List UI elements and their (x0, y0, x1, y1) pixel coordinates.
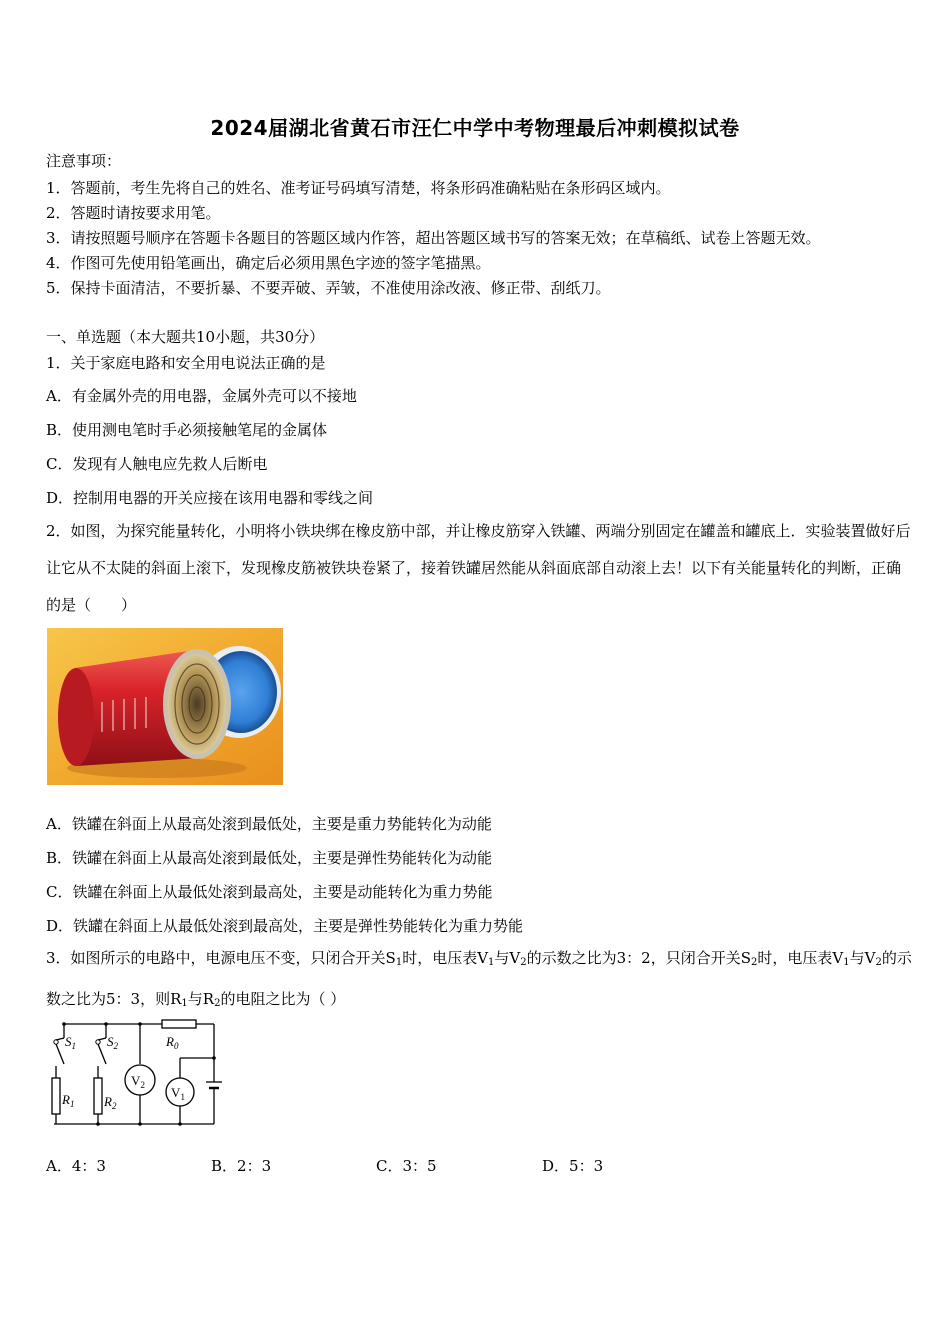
question-2-option-d: D．铁罐在斜面上从最低处滚到最高处，主要是弹性势能转化为重力势能 (46, 917, 524, 935)
circuit-diagram (44, 1018, 234, 1130)
question-2-option-b: B．铁罐在斜面上从最高处滚到最低处，主要是弹性势能转化为动能 (46, 849, 493, 867)
notes-item: 5．保持卡面清洁，不要折暴、不要弄破、弄皱，不准使用涂改液、修正带、刮纸刀。 (46, 279, 611, 297)
question-1-stem: 1．关于家庭电路和安全用电说法正确的是 (46, 354, 326, 372)
page-title: 2024届湖北省黄石市汪仁中学中考物理最后冲刺模拟试卷 (210, 116, 740, 140)
label-s1: $S_1$ (65, 1034, 76, 1051)
label-v2: $V_2$ (131, 1073, 145, 1090)
label-r0: $R_0$ (166, 1034, 179, 1051)
question-1-option-a: A．有金属外壳的用电器，金属外壳可以不接地 (46, 387, 357, 405)
notes-item: 1．答题前，考生先将自己的姓名、准考证号码填写清楚，将条形码准确粘贴在条形码区域内。 (46, 179, 671, 197)
question-2-stem: 2．如图，为探究能量转化，小明将小铁块绑在橡皮筋中部，并让橡皮筋穿入铁罐、两端分别固定在罐盖和罐底上．实验装置做好后让它从不太陡的斜面上滚下，发现橡皮筋被铁块卷紧了，接着铁罐居然能从斜面底部自动滚上去！以下有关能量转化的判断，正确的是（ ） (46, 522, 911, 614)
question-3-stem: 3．如图所示的电路中，电源电压不变，只闭合开关$S_1$时，电压表$V_1$与$V_2$的示数之比为3：2，只闭合开关$S_2$时，电压表$V_1$与$V_2$的示数之比为5：3，则$R_1$与$R_2$的电阻之比为（ ） (46, 949, 912, 1009)
notes-item: 2．答题时请按要求用笔。 (46, 204, 221, 222)
label-r1: $R_1$ (62, 1092, 75, 1109)
iron-can-photo (47, 628, 283, 785)
label-r2: $R_2$ (104, 1094, 117, 1111)
question-1-option-d: D．控制用电器的开关应接在该用电器和零线之间 (46, 489, 374, 507)
notes-item: 3．请按照题号顺序在答题卡各题目的答题区域内作答，超出答题区域书写的答案无效；在草稿纸、试卷上答题无效。 (46, 229, 821, 247)
label-v1: $V_1$ (171, 1085, 185, 1102)
label-s2: $S_2$ (107, 1034, 118, 1051)
question-2-option-c: C．铁罐在斜面上从最低处滚到最高处，主要是动能转化为重力势能 (46, 883, 493, 901)
question-3-option-d: D．5：3 (542, 1157, 604, 1175)
question-2-option-a: A．铁罐在斜面上从最高处滚到最低处，主要是重力势能转化为动能 (46, 815, 492, 833)
section-heading: 一、单选题（本大题共10小题，共30分） (46, 328, 325, 346)
question-3-option-c: C．3：5 (376, 1157, 437, 1175)
notes-heading: 注意事项： (46, 152, 122, 170)
question-1-option-b: B．使用测电笔时手必须接触笔尾的金属体 (46, 421, 328, 439)
question-1-option-c: C．发现有人触电应先救人后断电 (46, 455, 268, 473)
question-3-option-a: A．4：3 (46, 1157, 106, 1175)
question-3-option-b: B．2：3 (211, 1157, 272, 1175)
notes-item: 4．作图可先使用铅笔画出，确定后必须用黑色字迹的签字笔描黑。 (46, 254, 491, 272)
